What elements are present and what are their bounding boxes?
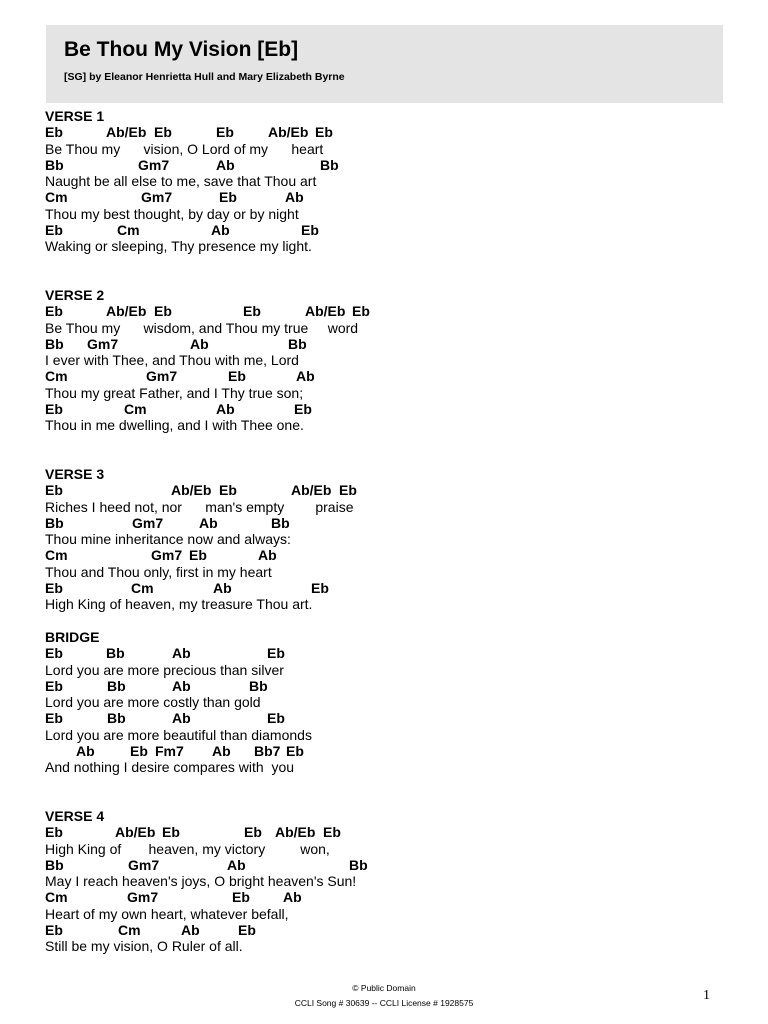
page-number: 1 <box>703 988 710 1003</box>
chord: Eb <box>45 303 63 320</box>
lyric-line: I ever with Thee, and Thou with me, Lord <box>45 352 299 369</box>
chord: Eb <box>323 824 341 841</box>
chord: Ab <box>227 856 246 873</box>
chord: Eb <box>154 124 172 141</box>
chord: Eb <box>45 922 63 939</box>
chord-line <box>45 368 358 384</box>
chord-line <box>45 336 358 352</box>
lyric-line: Thou my best thought, by day or by night <box>45 205 299 222</box>
chord: Ab <box>172 677 191 694</box>
chord: Ab <box>76 743 95 760</box>
chord-line <box>45 645 312 661</box>
chord: Bb <box>320 156 339 173</box>
chord: Eb <box>244 824 262 841</box>
chord: Eb <box>219 189 237 206</box>
chord: Gm7 <box>132 514 164 531</box>
chord: Eb <box>232 889 250 906</box>
chord: Eb <box>189 547 207 564</box>
chord: Eb <box>162 824 180 841</box>
lyric-line: Thou in me dwelling, and I with Thee one. <box>45 417 304 434</box>
chord: Eb <box>45 580 63 597</box>
chord: Ab/Eb <box>268 124 309 141</box>
chord: Ab <box>216 156 235 173</box>
chord: Ab <box>181 922 200 939</box>
lyric-line: Riches I heed not, nor man's empty praise <box>45 498 354 515</box>
chord: Eb <box>45 222 63 239</box>
chord: Ab <box>216 401 235 418</box>
copyright-notice: © Public Domain <box>352 983 416 993</box>
chord-line <box>45 515 353 531</box>
chord: Eb <box>45 124 63 141</box>
chord: Cm <box>45 889 68 906</box>
chord: Ab/Eb <box>171 482 212 499</box>
chord: Bb <box>288 335 307 352</box>
chord-line <box>45 889 356 905</box>
chord: Gm7 <box>146 368 178 385</box>
chord: Bb <box>106 645 125 662</box>
song-header <box>46 25 723 103</box>
chord: Ab/Eb <box>115 824 156 841</box>
chord: Gm7 <box>128 856 160 873</box>
chord: Ab <box>172 710 191 727</box>
song-authors: [SG] by Eleanor Henrietta Hull and Mary Elizabeth Byrne <box>64 71 345 83</box>
chord-line <box>45 547 353 563</box>
chord: Eb <box>45 710 63 727</box>
chord: Eb <box>339 482 357 499</box>
chord: Cm <box>131 580 154 597</box>
section-heading: VERSE 2 <box>45 287 105 303</box>
chord: Ab/Eb <box>305 303 346 320</box>
chord: Eb <box>352 303 370 320</box>
song-title: Be Thou My Vision [Eb] <box>64 38 299 61</box>
chord: Gm7 <box>87 335 119 352</box>
chord: Ab <box>283 889 302 906</box>
chord: Ab <box>172 645 191 662</box>
section-heading: VERSE 3 <box>45 466 105 482</box>
chord: Cm <box>117 222 140 239</box>
section-heading: BRIDGE <box>45 629 100 645</box>
song-section <box>45 808 368 955</box>
chord: Bb <box>107 677 126 694</box>
section-heading: VERSE 4 <box>45 808 105 824</box>
lyric-line: Waking or sleeping, Thy presence my light. <box>45 238 312 255</box>
chord: Eb <box>45 401 63 418</box>
section-heading: VERSE 1 <box>45 108 105 124</box>
chord: Ab <box>258 547 277 564</box>
ccli-notice: CCLI Song # 30639 -- CCLI License # 1928575 <box>294 998 474 1008</box>
song-section <box>45 629 312 776</box>
chord: Eb <box>315 124 333 141</box>
chord: Cm <box>45 368 68 385</box>
lyric-line: Naught be all else to me, save that Thou art <box>45 173 317 190</box>
chord-line <box>45 124 333 141</box>
chord: Bb <box>45 856 64 873</box>
chord: Ab <box>213 580 232 597</box>
chord: Eb <box>243 303 261 320</box>
chord: Ab <box>190 335 209 352</box>
chord: Eb <box>228 368 246 385</box>
chord: Ab <box>296 368 315 385</box>
lyric-line: Thou and Thou only, first in my heart <box>45 563 272 580</box>
chord: Eb <box>45 677 63 694</box>
chord: Bb <box>249 677 268 694</box>
song-section <box>45 466 357 613</box>
lyric-line: High King of heaven, my victory won, <box>45 840 330 857</box>
chord: Eb <box>130 743 148 760</box>
chord: Bb <box>45 335 64 352</box>
chord: Eb <box>45 645 63 662</box>
chord: Eb <box>267 710 285 727</box>
chord: Ab/Eb <box>275 824 316 841</box>
song-section <box>45 108 339 255</box>
chord: Ab/Eb <box>106 303 147 320</box>
chord-line <box>45 401 358 417</box>
chord-line <box>45 303 370 320</box>
chord: Eb <box>216 124 234 141</box>
chord: Bb7 <box>254 743 281 760</box>
chord: Fm7 <box>155 743 184 760</box>
lyric-line: May I reach heaven's joys, O bright heaven's Sun! <box>45 873 357 890</box>
chord: Ab <box>211 222 230 239</box>
chord-line <box>45 482 357 499</box>
chord: Gm7 <box>141 189 173 206</box>
chord: Eb <box>294 401 312 418</box>
chord-line <box>45 824 356 840</box>
chord-line <box>45 922 356 938</box>
chord-line <box>45 743 312 759</box>
chord: Gm7 <box>127 889 159 906</box>
chord: Bb <box>107 710 126 727</box>
chord-line <box>45 856 368 873</box>
chord: Eb <box>311 580 329 597</box>
chord: Bb <box>45 514 64 531</box>
chord: Ab <box>285 189 304 206</box>
chord: Eb <box>301 222 319 239</box>
chord: Gm7 <box>138 156 170 173</box>
lyric-line: Thou my great Father, and I Thy true son; <box>45 384 304 401</box>
chord: Cm <box>45 547 68 564</box>
chord: Ab <box>199 514 218 531</box>
chord-line <box>45 710 312 726</box>
lyric-line: Still be my vision, O Ruler of all. <box>45 938 243 955</box>
chord: Bb <box>45 156 64 173</box>
chord: Eb <box>45 824 63 841</box>
lyric-line: Lord you are more beautiful than diamonds <box>45 726 312 743</box>
chord: Eb <box>45 482 63 499</box>
chord: Eb <box>154 303 172 320</box>
chord: Eb <box>238 922 256 939</box>
lyric-line: High King of heaven, my treasure Thou art. <box>45 596 313 613</box>
lyric-line: Lord you are more costly than gold <box>45 694 261 711</box>
chord-line <box>45 156 339 173</box>
chord-line <box>45 678 312 694</box>
chord-line <box>45 580 353 596</box>
chord: Cm <box>45 189 68 206</box>
chord: Ab/Eb <box>291 482 332 499</box>
chord: Eb <box>267 645 285 662</box>
chord: Gm7 <box>151 547 183 564</box>
chord: Cm <box>124 401 147 418</box>
chord-line <box>45 189 323 205</box>
chord: Eb <box>219 482 237 499</box>
lyric-line: Thou mine inheritance now and always: <box>45 531 291 548</box>
chord: Ab <box>212 743 231 760</box>
chord: Cm <box>118 922 141 939</box>
chord: Bb <box>349 856 368 873</box>
chord: Bb <box>271 514 290 531</box>
lyric-line: And nothing I desire compares with you <box>45 759 295 776</box>
song-section <box>45 287 370 434</box>
chord-line <box>45 222 323 238</box>
lyric-line: Lord you are more precious than silver <box>45 661 284 678</box>
lyric-line: Be Thou my vision, O Lord of my heart <box>45 140 324 157</box>
lyric-line: Be Thou my wisdom, and Thou my true word <box>45 319 359 336</box>
chord: Eb <box>286 743 304 760</box>
chord: Ab/Eb <box>106 124 147 141</box>
lyric-line: Heart of my own heart, whatever befall, <box>45 905 289 922</box>
